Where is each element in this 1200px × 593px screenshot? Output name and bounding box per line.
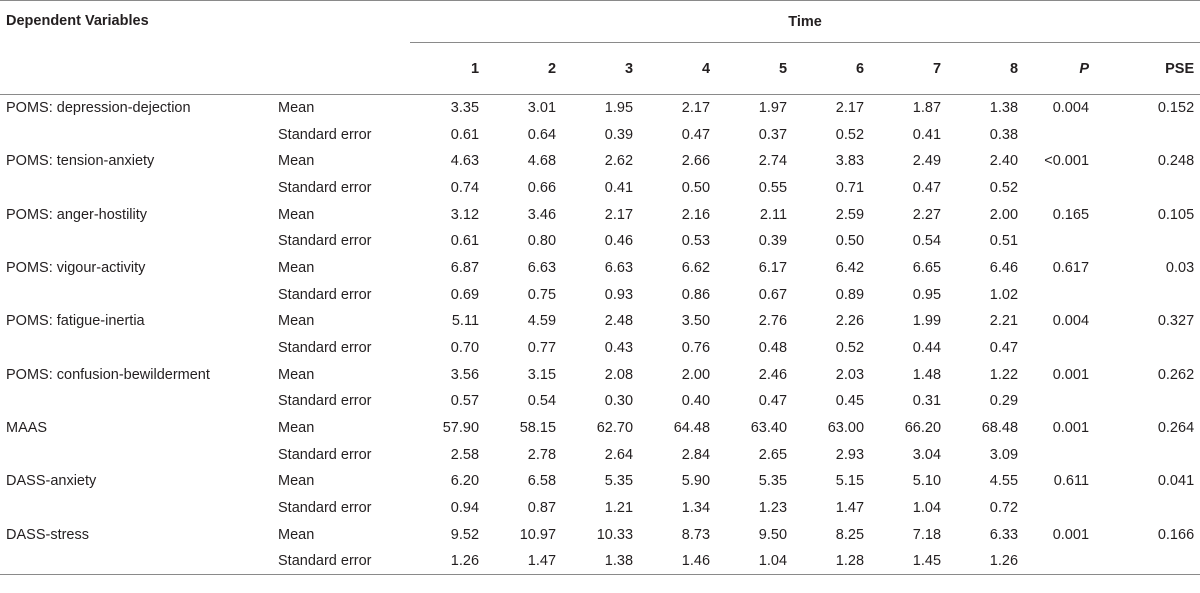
standard-error-value: 0.74 [450,179,480,196]
statistic-label: Standard error [278,126,372,143]
statistic-label: Standard error [278,233,372,250]
variable-name-blank [0,495,272,522]
standard-error-value: 0.29 [989,393,1019,410]
statistic-label: Mean [278,473,315,490]
variable-name-blank [0,548,272,575]
p-value-blank [1026,548,1113,575]
mean-value: 5.35 [604,473,634,490]
variable-name-blank [0,175,272,202]
mean-value: 3.46 [527,206,557,223]
mean-value: 4.68 [527,153,557,170]
pse-value-blank [1113,335,1200,362]
pse-value-blank [1113,121,1200,148]
standard-error-value: 0.47 [681,126,711,143]
mean-value: 1.87 [912,100,942,117]
mean-value: 3.15 [527,366,557,383]
standard-error-value: 1.26 [450,553,480,570]
standard-error-value: 2.64 [604,446,634,463]
standard-error-value: 0.47 [989,340,1019,357]
mean-value: 2.00 [681,366,711,383]
p-value-blank [1026,281,1113,308]
pse-value: 0.264 [1157,420,1195,437]
mean-value: 1.22 [989,366,1019,383]
statistic-label: Standard error [278,446,372,463]
variable-name-blank [0,441,272,468]
standard-error-value: 0.52 [989,179,1019,196]
statistic-label: Mean [278,366,315,383]
mean-value: 2.00 [989,206,1019,223]
time-6-header: 6 [795,43,872,95]
mean-value: 64.48 [673,420,711,437]
statistic-label: Mean [278,420,315,437]
p-value: 0.165 [1052,206,1090,223]
standard-error-value: 0.80 [527,233,557,250]
mean-value: 8.25 [835,526,865,543]
variable-name: POMS: fatigue-inertia [6,313,145,330]
mean-value: 63.40 [750,420,788,437]
standard-error-value: 0.69 [450,286,480,303]
mean-value: 68.48 [981,420,1019,437]
mean-value: 1.99 [912,313,942,330]
table-row-mean [0,255,1200,282]
standard-error-value: 0.30 [604,393,634,410]
table-body [0,95,1200,575]
mean-value: 9.50 [758,526,788,543]
mean-value: 5.35 [758,473,788,490]
standard-error-value: 1.28 [835,553,865,570]
time-4-header: 4 [641,43,718,95]
mean-value: 63.00 [827,420,865,437]
standard-error-value: 0.57 [450,393,480,410]
standard-error-value: 1.04 [758,553,788,570]
standard-error-value: 0.38 [989,126,1019,143]
mean-value: 8.73 [681,526,711,543]
mean-value: 6.62 [681,259,711,276]
time-3-header: 3 [564,43,641,95]
mean-value: 2.03 [835,366,865,383]
pse-value-blank [1113,388,1200,415]
p-value: 0.001 [1052,366,1090,383]
mean-value: 6.63 [527,259,557,276]
mean-value: 2.27 [912,206,942,223]
standard-error-value: 0.31 [912,393,942,410]
standard-error-value: 2.65 [758,446,788,463]
mean-value: 6.87 [450,259,480,276]
statistic-label: Mean [278,100,315,117]
standard-error-value: 0.95 [912,286,942,303]
table-row-standard-error [0,121,1200,148]
statistic-label: Standard error [278,286,372,303]
mean-value: 7.18 [912,526,942,543]
standard-error-value: 2.84 [681,446,711,463]
p-value-blank [1026,335,1113,362]
standard-error-value: 0.40 [681,393,711,410]
table-row-standard-error [0,495,1200,522]
mean-value: 2.74 [758,153,788,170]
table-row-mean [0,468,1200,495]
pse-value: 0.262 [1157,366,1195,383]
mean-value: 2.11 [759,206,788,223]
mean-value: 5.11 [451,313,480,330]
time-2-header: 2 [487,43,564,95]
standard-error-value: 0.54 [527,393,557,410]
standard-error-value: 0.93 [604,286,634,303]
mean-value: 9.52 [450,526,480,543]
mean-value: 2.59 [835,206,865,223]
mean-value: 3.83 [835,153,865,170]
mean-value: 3.12 [450,206,480,223]
mean-value: 4.55 [989,473,1019,490]
standard-error-value: 1.45 [912,553,942,570]
table-row-mean [0,95,1200,122]
standard-error-value: 1.26 [989,553,1019,570]
variable-name: POMS: confusion-bewilderment [6,366,210,383]
mean-value: 6.20 [450,473,480,490]
mean-value: 2.17 [835,100,865,117]
standard-error-value: 0.67 [758,286,788,303]
pse-value-blank [1113,495,1200,522]
standard-error-value: 3.04 [912,446,942,463]
mean-value: 6.33 [989,526,1019,543]
statistic-label: Standard error [278,500,372,517]
standard-error-value: 0.46 [604,233,634,250]
mean-value: 2.40 [989,153,1019,170]
standard-error-value: 2.93 [835,446,865,463]
table-row-standard-error [0,175,1200,202]
table-row-standard-error [0,281,1200,308]
standard-error-value: 0.50 [835,233,865,250]
mean-value: 57.90 [442,420,480,437]
standard-error-value: 1.23 [758,500,788,517]
mean-value: 1.38 [989,100,1019,117]
mean-value: 2.48 [604,313,634,330]
standard-error-value: 0.53 [681,233,711,250]
standard-error-value: 0.77 [527,340,557,357]
pse-value-blank [1113,441,1200,468]
pse-value: 0.152 [1157,100,1195,117]
pse-header: PSE [1113,43,1200,95]
header-row-2 [0,43,1200,95]
p-value-blank [1026,175,1113,202]
time-5-header: 5 [718,43,795,95]
variable-name: DASS-stress [6,526,89,543]
p-value: 0.001 [1052,420,1090,437]
table-row-standard-error [0,335,1200,362]
standard-error-value: 0.47 [758,393,788,410]
mean-value: 2.08 [604,366,634,383]
mean-value: 2.66 [681,153,711,170]
standard-error-value: 0.47 [912,179,942,196]
mean-value: 3.56 [450,366,480,383]
p-value-blank [1026,228,1113,255]
mean-value: 6.58 [527,473,557,490]
standard-error-value: 0.52 [835,340,865,357]
statistic-label: Standard error [278,553,372,570]
standard-error-value: 3.09 [989,446,1019,463]
variable-name: POMS: anger-hostility [6,206,148,223]
pse-value-blank [1113,548,1200,575]
standard-error-value: 0.66 [527,179,557,196]
variable-name-blank [0,121,272,148]
standard-error-value: 1.47 [835,500,865,517]
pse-value: 0.327 [1157,313,1195,330]
standard-error-value: 0.71 [835,179,865,196]
table-row-standard-error [0,388,1200,415]
p-value: 0.004 [1052,313,1090,330]
mean-value: 1.97 [758,100,788,117]
mean-value: 3.35 [450,100,480,117]
pse-value-blank [1113,175,1200,202]
standard-error-value: 1.04 [912,500,942,517]
statistic-label: Mean [278,206,315,223]
mean-value: 5.90 [681,473,711,490]
pse-value: 0.105 [1157,206,1195,223]
pse-value-blank [1113,228,1200,255]
statistic-label: Mean [278,526,315,543]
mean-value: 4.63 [450,153,480,170]
mean-value: 6.17 [758,259,788,276]
standard-error-value: 0.54 [912,233,942,250]
standard-error-value: 0.41 [912,126,942,143]
table-row-standard-error [0,441,1200,468]
p-value-header: P [1026,43,1113,95]
header-row-1 [0,1,1200,43]
variable-name: POMS: tension-anxiety [6,153,155,170]
mean-value: 2.62 [604,153,634,170]
table-row-standard-error [0,548,1200,575]
p-value-blank [1026,121,1113,148]
standard-error-value: 0.39 [604,126,634,143]
mean-value: 6.65 [912,259,942,276]
standard-error-value: 0.43 [604,340,634,357]
p-value: 0.617 [1052,259,1090,276]
variable-name-blank [0,228,272,255]
statistic-label: Mean [278,259,315,276]
mean-value: 3.50 [681,313,711,330]
standard-error-value: 0.72 [989,500,1019,517]
standard-error-value: 0.70 [450,340,480,357]
mean-value: 10.97 [519,526,557,543]
table-row-mean [0,308,1200,335]
statistic-label: Standard error [278,179,372,196]
pse-value: 0.166 [1157,526,1195,543]
standard-error-value: 0.61 [450,126,480,143]
standard-error-value: 1.38 [604,553,634,570]
mean-value: 2.26 [835,313,865,330]
table-row-standard-error [0,228,1200,255]
variable-name: POMS: vigour-activity [6,259,146,276]
standard-error-value: 2.58 [450,446,480,463]
standard-error-value: 0.55 [758,179,788,196]
time-1-header: 1 [410,43,487,95]
mean-value: 6.46 [989,259,1019,276]
standard-error-value: 0.89 [835,286,865,303]
p-value: 0.001 [1052,526,1090,543]
statistic-label: Mean [278,153,315,170]
standard-error-value: 0.50 [681,179,711,196]
mean-value: 2.16 [681,206,711,223]
pse-value-blank [1113,281,1200,308]
p-value-blank [1026,441,1113,468]
standard-error-value: 1.02 [989,286,1019,303]
table-row-mean [0,201,1200,228]
standard-error-value: 0.94 [450,500,480,517]
standard-error-value: 0.87 [527,500,557,517]
p-value: 0.004 [1052,100,1090,117]
table-row-mean [0,522,1200,549]
mean-value: 5.15 [835,473,865,490]
p-value-blank [1026,495,1113,522]
variable-name: MAAS [6,420,48,437]
standard-error-value: 0.45 [835,393,865,410]
table-row-mean [0,361,1200,388]
standard-error-value: 0.41 [604,179,634,196]
standard-error-value: 0.75 [527,286,557,303]
mean-value: 2.17 [604,206,634,223]
table-row-mean [0,148,1200,175]
standard-error-value: 2.78 [527,446,557,463]
time-7-header: 7 [872,43,949,95]
standard-error-value: 0.61 [450,233,480,250]
standard-error-value: 0.51 [989,233,1019,250]
standard-error-value: 1.34 [681,500,711,517]
mean-value: 6.42 [835,259,865,276]
mean-value: 2.46 [758,366,788,383]
standard-error-value: 0.39 [758,233,788,250]
mean-value: 2.17 [681,100,711,117]
table-row-mean [0,415,1200,442]
standard-error-value: 1.46 [681,553,711,570]
variable-name-blank [0,335,272,362]
standard-error-value: 0.52 [835,126,865,143]
pse-value: 0.03 [1165,259,1195,276]
mean-value: 6.63 [604,259,634,276]
pse-value: 0.248 [1157,153,1195,170]
standard-error-value: 0.76 [681,340,711,357]
table-header [0,1,1200,95]
p-value-blank [1026,388,1113,415]
standard-error-value: 0.48 [758,340,788,357]
time-header: Time [788,14,822,30]
dependent-variables-header: Dependent Variables [6,13,149,29]
mean-value: 5.10 [912,473,942,490]
mean-value: 1.48 [912,366,942,383]
header-blank [0,43,410,95]
mean-value: 62.70 [596,420,634,437]
standard-error-value: 0.44 [912,340,942,357]
mean-value: 2.49 [912,153,942,170]
standard-error-value: 0.86 [681,286,711,303]
mean-value: 10.33 [596,526,634,543]
p-value: <0.001 [1044,153,1090,170]
mean-value: 2.76 [758,313,788,330]
mean-value: 66.20 [904,420,942,437]
time-8-header: 8 [949,43,1026,95]
standard-error-value: 1.47 [527,553,557,570]
variable-name: POMS: depression-dejection [6,100,191,117]
standard-error-value: 1.21 [604,500,634,517]
standard-error-value: 0.37 [758,126,788,143]
mean-value: 2.21 [989,313,1019,330]
mean-value: 4.59 [527,313,557,330]
mean-value: 58.15 [519,420,557,437]
variable-name-blank [0,281,272,308]
variable-name-blank [0,388,272,415]
standard-error-value: 0.64 [527,126,557,143]
mean-value: 3.01 [527,100,557,117]
mean-value: 1.95 [604,100,634,117]
statistic-label: Standard error [278,340,372,357]
statistic-label: Mean [278,313,315,330]
variable-name: DASS-anxiety [6,473,97,490]
statistic-label: Standard error [278,393,372,410]
pse-value: 0.041 [1157,473,1195,490]
p-value: 0.611 [1053,473,1090,490]
